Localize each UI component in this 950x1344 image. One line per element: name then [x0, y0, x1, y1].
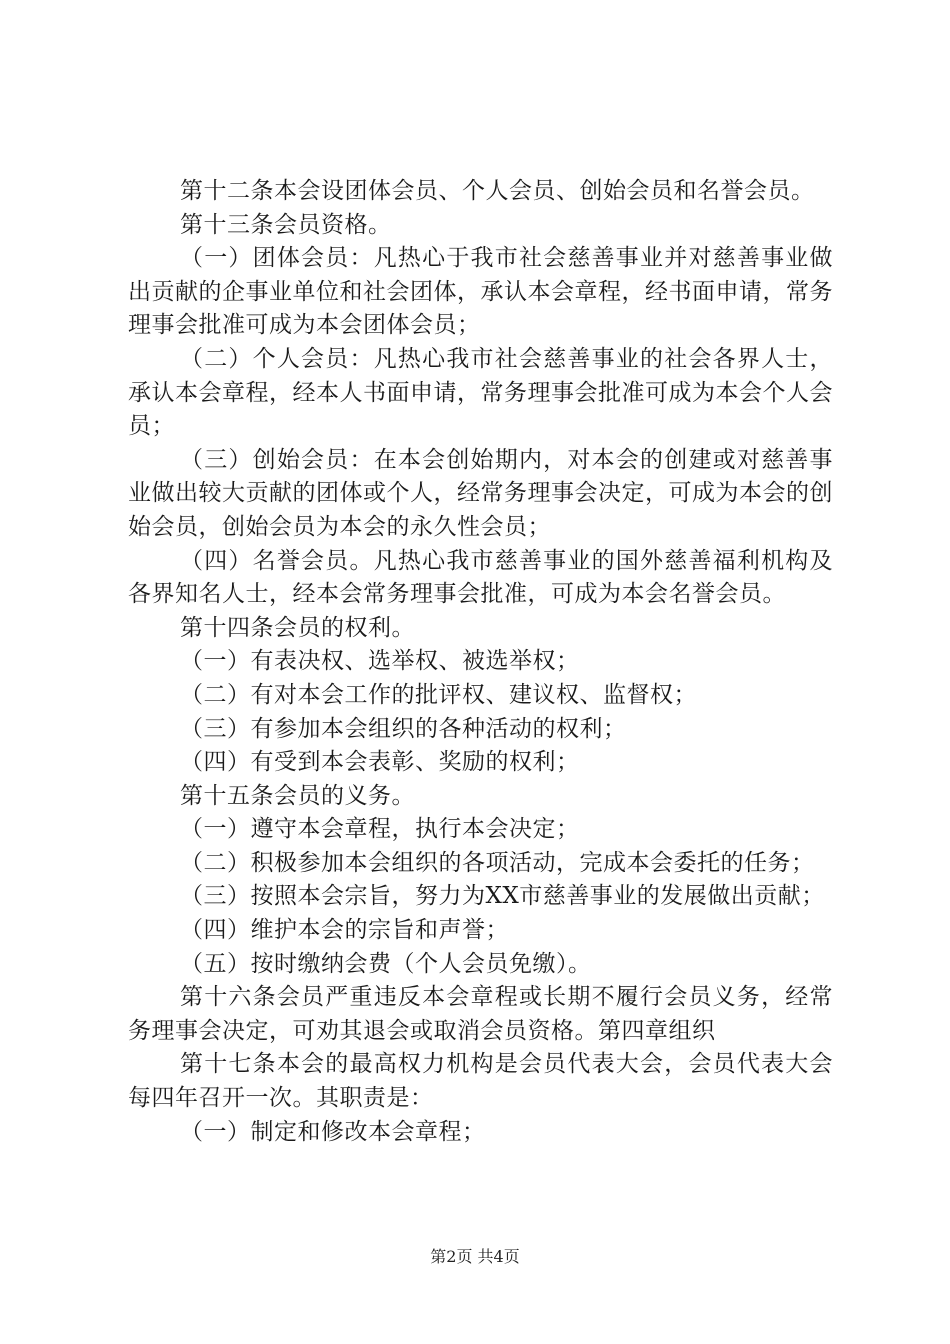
- paragraph-duty-3: （三）按照本会宗旨，努力为XX市慈善事业的发展做出贡献；: [180, 883, 825, 910]
- paragraph-right-4: （四）有受到本会表彰、奖励的权利；: [180, 749, 580, 776]
- paragraph-assembly-duty-1: （一）制定和修改本会章程；: [180, 1118, 486, 1145]
- paragraph-duty-4: （四）维护本会的宗旨和声誉；: [180, 917, 509, 944]
- paragraph-group-member: （一）团体会员：凡热心于我市社会慈善事业并对慈善事业做出贡献的企事业单位和社会团体，承认本会章程，经书面申请，常务理事会批准可成为本会团体会员；: [128, 245, 833, 339]
- paragraph-article-16: 第十六条会员严重违反本会章程或长期不履行会员义务，经常务理事会决定，可劝其退会或取消会员资格。第四章组织: [128, 984, 833, 1044]
- paragraph-duty-2: （二）积极参加本会组织的各项活动，完成本会委托的任务；: [180, 849, 815, 876]
- paragraph-right-1: （一）有表决权、选举权、被选举权；: [180, 648, 580, 675]
- paragraph-individual-member: （二）个人会员：凡热心我市社会慈善事业的社会各界人士，承认本会章程，经本人书面申请，常务理事会批准可成为本会个人会员；: [128, 345, 833, 440]
- paragraph-article-15: 第十五条会员的义务。: [180, 782, 415, 809]
- paragraph-duty-5: （五）按时缴纳会费（个人会员免缴）。: [180, 950, 592, 977]
- paragraph-article-12: 第十二条本会设团体会员、个人会员、创始会员和名誉会员。: [180, 178, 815, 204]
- paragraph-article-13: 第十三条会员资格。: [180, 211, 392, 238]
- page-number-footer: 第2页 共4页: [430, 1247, 520, 1266]
- paragraph-article-14: 第十四条会员的权利。: [180, 614, 415, 641]
- paragraph-right-2: （二）有对本会工作的批评权、建议权、监督权；: [180, 681, 697, 708]
- paragraph-duty-1: （一）遵守本会章程，执行本会决定；: [180, 816, 580, 843]
- document-body: [128, 175, 833, 1149]
- paragraph-article-17: 第十七条本会的最高权力机构是会员代表大会，会员代表大会每四年召开一次。其职责是：: [128, 1051, 833, 1112]
- paragraph-honorary-member: （四）名誉会员。凡热心我市慈善事业的国外慈善福利机构及各界知名人士，经本会常务理事会批准，可成为本会名誉会员。: [128, 547, 833, 608]
- paragraph-right-3: （三）有参加本会组织的各种活动的权利；: [180, 715, 627, 742]
- paragraph-founding-member: （三）创始会员：在本会创始期内，对本会的创建或对慈善事业做出较大贡献的团体或个人，经常务理事会决定，可成为本会的创始会员，创始会员为本会的永久性会员；: [128, 446, 833, 540]
